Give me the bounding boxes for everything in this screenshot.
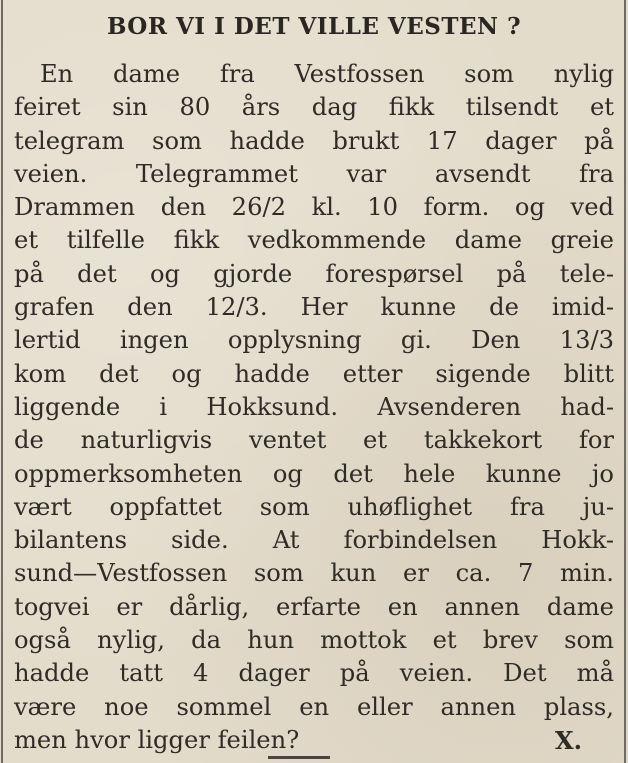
body-line: på det og gjorde forespørsel på tele-: [14, 259, 614, 288]
final-line-text: men hvor ligger feilen?: [14, 725, 300, 754]
body-line: togvei er dårlig, erfarte en annen dame: [14, 592, 614, 621]
body-line: En dame fra Vestfossen som nylig: [40, 60, 614, 88]
body-line: veien. Telegrammet var avsendt fra: [14, 159, 614, 188]
body-line: også nylig, da hun mottok et brev som: [14, 626, 614, 655]
body-line: være noe sommel en eller annen plass,: [14, 692, 614, 721]
left-column-rule: [1, 0, 3, 763]
article-headline: BOR VI I DET VILLE VESTEN ?: [106, 13, 522, 40]
body-line: sund—Vestfossen som kun er ca. 7 min.: [14, 559, 614, 588]
body-line: et tilfelle fikk vedkommende dame greie: [14, 226, 614, 255]
final-line: [14, 724, 614, 757]
body-line: de naturligvis ventet et takkekort for: [14, 426, 614, 455]
body-line: liggende i Hokksund. Avsenderen had-: [14, 392, 614, 421]
body-line: vært oppfattet som uhøflighet fra ju-: [14, 492, 614, 521]
body-line: grafen den 12/3. Her kunne de imid-: [14, 293, 614, 322]
author-signature: X.: [554, 725, 582, 755]
body-line: oppmerksomheten og det hele kunne jo: [14, 459, 614, 488]
body-line: telegram som hadde brukt 17 dager på: [14, 126, 614, 155]
body-line: kom det og hadde etter sigende blitt: [14, 359, 614, 388]
body-line: lertid ingen opplysning gi. Den 13/3: [14, 326, 614, 355]
body-line: hadde tatt 4 dager på veien. Det må: [14, 659, 614, 688]
right-column-rule: [624, 0, 626, 763]
body-line: Drammen den 26/2 kl. 10 form. og ved: [14, 193, 614, 222]
body-line: feiret sin 80 års dag fikk tilsendt et: [14, 93, 614, 122]
body-line: bilantens side. At forbindelsen Hokk-: [14, 526, 614, 555]
end-of-article-rule: [268, 756, 330, 759]
article-body: [14, 58, 614, 757]
